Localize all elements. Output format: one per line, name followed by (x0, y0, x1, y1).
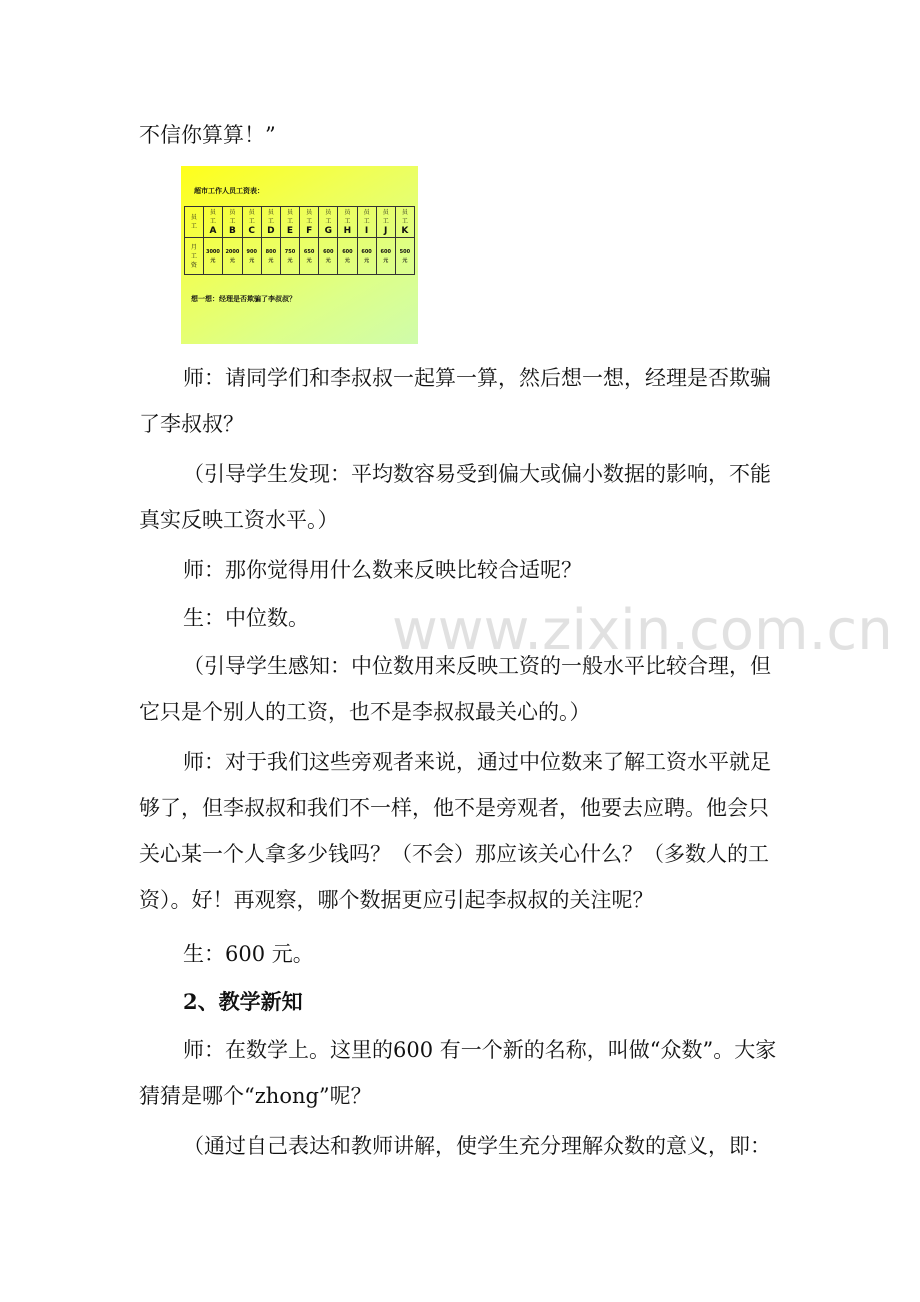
paragraph-intro-end: 不信你算算！” (139, 123, 276, 147)
employee-header-cell: 员工 J (376, 207, 395, 238)
paragraph-student-2: 生：600 元。 (183, 942, 314, 966)
salary-cell: 750 元 (280, 238, 299, 275)
row-header-salary: 月工资 (185, 238, 204, 275)
employee-header-cell: 员工 H (338, 207, 357, 238)
paragraph-teacher-3: 师：对于我们这些旁观者来说，通过中位数来了解工资水平就足够了，但李叔叔和我们不一样，他不是旁观者，他要去应聘。他会只关心某一个人拿多少钱吗？（不会）那应该关心什么？（多数人的工资）。好！再观察，哪个数据更应引起李叔叔的关注呢？ (139, 750, 771, 912)
salary-cell: 500 元 (395, 238, 414, 275)
table-row (185, 207, 415, 238)
row-header-employee: 员工 (185, 207, 204, 238)
employee-header-cell: 员工 K (395, 207, 414, 238)
paragraph-student-1: 生：中位数。 (183, 606, 309, 630)
figure-title: 超市工作人员工资表： (194, 187, 264, 195)
employee-header-cell: 员工 A (203, 207, 222, 238)
employee-header-cell: 员工 C (242, 207, 261, 238)
salary-cell: 900 元 (242, 238, 261, 275)
employee-header-cell: 员工 E (280, 207, 299, 238)
employee-header-cell: 员工 I (357, 207, 376, 238)
employee-header-cell: 员工 B (223, 207, 242, 238)
salary-cell: 3000 元 (203, 238, 222, 275)
salary-cell: 600 元 (338, 238, 357, 275)
table-row (185, 238, 415, 275)
figure-question: 想一想：经理是否欺骗了李叔叔？ (191, 295, 296, 303)
paragraph-guide-3: （通过自己表达和教师讲解，使学生充分理解众数的意义，即： (183, 1134, 771, 1158)
section-heading: 2、教学新知 (183, 989, 303, 1014)
salary-table-figure (181, 166, 418, 344)
paragraph-teacher-1: 师：请同学们和李叔叔一起算一算，然后想一想，经理是否欺骗了李叔叔？ (139, 366, 771, 436)
salary-cell: 2000 元 (223, 238, 242, 275)
employee-header-cell: 员工 F (300, 207, 319, 238)
salary-cell: 600 元 (319, 238, 338, 275)
employee-header-cell: 员工 D (261, 207, 280, 238)
salary-cell: 600 元 (376, 238, 395, 275)
salary-cell: 800 元 (261, 238, 280, 275)
paragraph-guide-2: （引导学生感知：中位数用来反映工资的一般水平比较合理，但它只是个别人的工资，也不是李叔叔最关心的。） (139, 654, 771, 724)
employee-header-cell: 员工 G (319, 207, 338, 238)
salary-cell: 650 元 (300, 238, 319, 275)
paragraph-teacher-4: 师：在数学上。这里的600 有一个新的名称，叫做“众数”。大家猜猜是哪个“zhong”呢？ (139, 1038, 777, 1108)
watermark: www.zixin.com.cn (392, 598, 893, 663)
salary-table (184, 206, 415, 275)
paragraph-teacher-2: 师：那你觉得用什么数来反映比较合适呢？ (183, 558, 582, 582)
paragraph-guide-1: （引导学生发现：平均数容易受到偏大或偏小数据的影响，不能真实反映工资水平。） (139, 462, 771, 532)
salary-cell: 600 元 (357, 238, 376, 275)
